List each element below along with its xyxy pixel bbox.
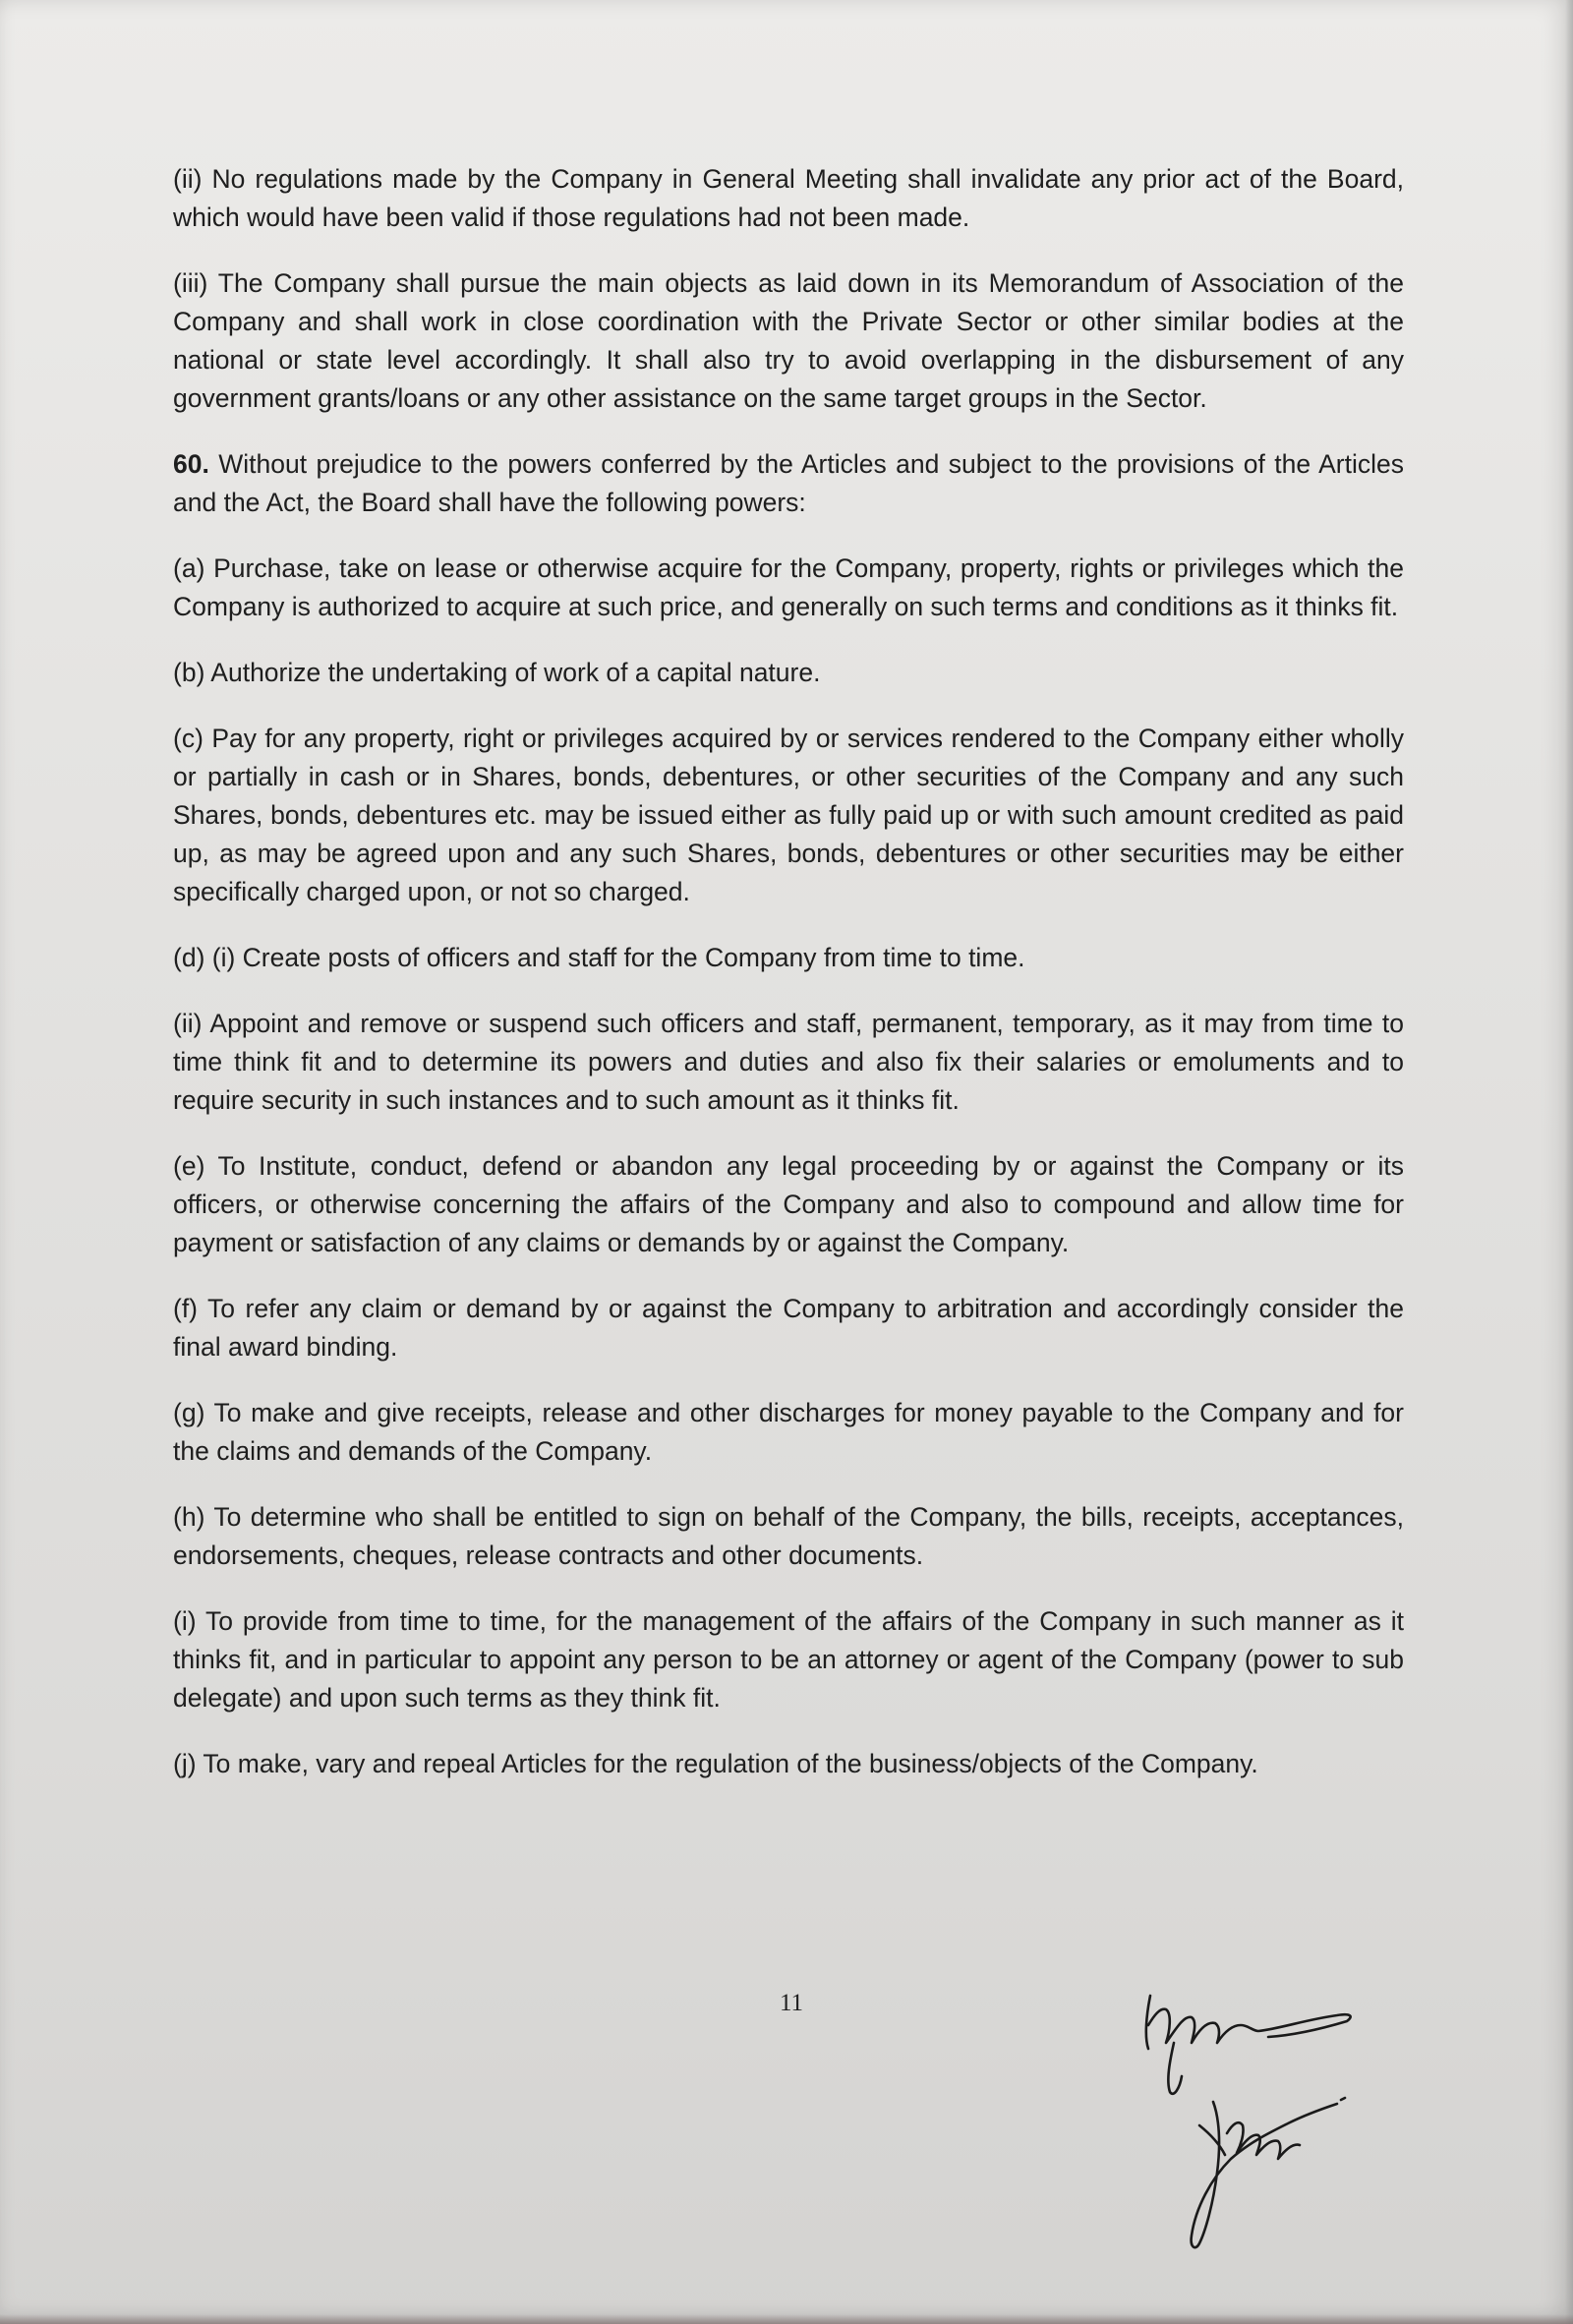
paragraph-iii-main-objects xyxy=(173,264,1404,418)
paragraph-text: (g) To make and give receipts, release and other discharges for money payable to the Company and for the claims and demands of the Company. xyxy=(173,1398,1404,1466)
clause-a xyxy=(173,550,1404,626)
paragraph-text: Without prejudice to the powers conferred by the Articles and subject to the provisions of the Articles and the Act, the Board shall have the following powers: xyxy=(173,449,1404,517)
paragraph-text: (c) Pay for any property, right or privileges acquired by or services rendered to the Company either wholly or partially in cash or in Shares, bonds, debentures, or other securities of the Company and any such Shares, bonds, debentures etc. may be issued either as fully paid up or with such amount credited as paid up, as may be agreed upon and any such Shares, bonds, debentures or other securities may be either specifically charged upon, or not so charged. xyxy=(173,724,1404,906)
paragraph-text: (iii) The Company shall pursue the main objects as laid down in its Memorandum of Association of the Company and shall work in close coordination with the Private Sector or other similar bodies at the national or state level accordingly. It shall also try to avoid overlapping in the disbursement of any government grants/loans or any other assistance on the same target groups in the Sector. xyxy=(173,268,1404,413)
signatures xyxy=(1131,1986,1435,2281)
handwritten-signature-2-icon xyxy=(1192,2098,1345,2247)
clause-i xyxy=(173,1602,1404,1717)
page-edge-shadow xyxy=(1565,0,1573,2324)
clause-e xyxy=(173,1147,1404,1262)
paragraph-text: (ii) Appoint and remove or suspend such officers and staff, permanent, temporary, as it may from time to time think fit and to determine its powers and duties and also fix their salaries or emoluments and to require security in such instances and to such amount as it thinks fit. xyxy=(173,1009,1404,1115)
handwritten-signature-1-icon xyxy=(1146,1996,1351,2094)
clause-c xyxy=(173,720,1404,911)
clause-j xyxy=(173,1745,1404,1783)
clause-h xyxy=(173,1498,1404,1575)
paragraph-text: (f) To refer any claim or demand by or against the Company to arbitration and accordingly consider the final award binding. xyxy=(173,1294,1404,1362)
paragraph-text: (i) To provide from time to time, for the management of the affairs of the Company in such manner as it thinks fit, and in particular to appoint any person to be an attorney or agent of the Company (power to sub delegate) and upon such terms as they think fit. xyxy=(173,1606,1404,1713)
article-60 xyxy=(173,445,1404,522)
paragraph-text: (d) (i) Create posts of officers and staff for the Company from time to time. xyxy=(173,943,1025,972)
page-bottom-edge xyxy=(0,2314,1573,2324)
paragraph-text: (b) Authorize the undertaking of work of a capital nature. xyxy=(173,658,821,687)
page-number: 11 xyxy=(779,1990,804,2016)
paragraph-text: (ii) No regulations made by the Company in General Meeting shall invalidate any prior act of the Board, which would have been valid if those regulations had not been made. xyxy=(173,164,1404,232)
paragraph-text: (h) To determine who shall be entitled to sign on behalf of the Company, the bills, receipts, acceptances, endorsements, cheques, release contracts and other documents. xyxy=(173,1502,1404,1570)
paragraph-text: (a) Purchase, take on lease or otherwise acquire for the Company, property, rights or privileges which the Company is authorized to acquire at such price, and generally on such terms and conditions as it thinks fit. xyxy=(173,553,1404,621)
clause-d-i xyxy=(173,939,1404,977)
clause-f xyxy=(173,1290,1404,1366)
paragraph-text: (e) To Institute, conduct, defend or abandon any legal proceeding by or against the Company or its officers, or otherwise concerning the affairs of the Company and also to compound and allow time for payment or satisfaction of any claims or demands by or against the Company. xyxy=(173,1151,1404,1257)
article-number: 60. xyxy=(173,449,209,479)
document-body xyxy=(173,160,1404,1811)
paragraph-ii-regulations xyxy=(173,160,1404,237)
paragraph-text: (j) To make, vary and repeal Articles for the regulation of the business/objects of the Company. xyxy=(173,1749,1258,1778)
clause-b xyxy=(173,654,1404,692)
clause-d-ii xyxy=(173,1005,1404,1120)
clause-g xyxy=(173,1394,1404,1471)
